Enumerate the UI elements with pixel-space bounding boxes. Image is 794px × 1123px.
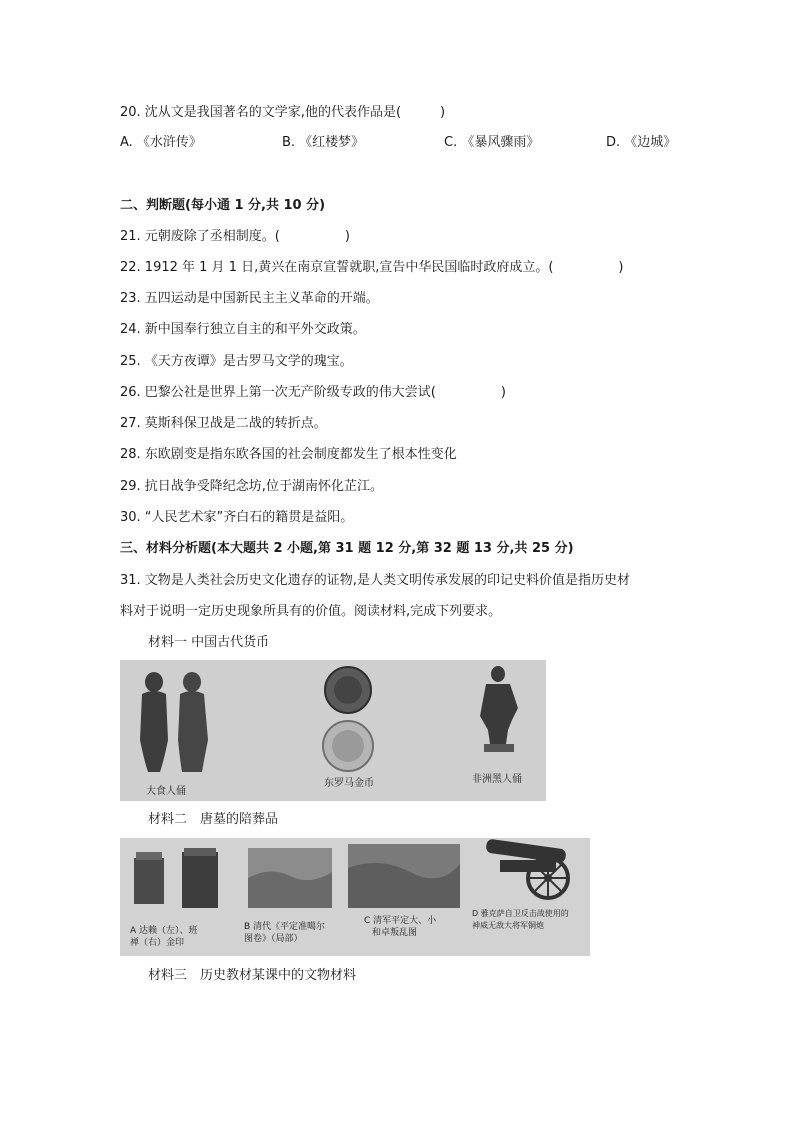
label-d-line-2: 神威无敌大将军铜炮 — [472, 921, 544, 930]
label-a-line-1: A 达赖（左）、班 — [130, 926, 198, 936]
option-b: B. 《红楼梦》 — [282, 135, 365, 150]
label-b-line-2: 图卷》（局部） — [244, 934, 303, 944]
section-2-heading: 二、判断题(每小通 1 分,共 10 分) — [120, 198, 326, 213]
option-c: C. 《暴风骤雨》 — [444, 135, 540, 150]
option-a: A. 《水浒传》 — [120, 135, 202, 150]
section-3-heading: 三、材料分析题(本大题共 2 小题,第 31 题 12 分,第 32 题 13 分,共 25 分) — [120, 541, 574, 556]
label-african-figurine: 非洲黑人俑 — [472, 774, 522, 785]
question-21: 21. 元朝废除了丞相制度。( ) — [120, 229, 350, 244]
material-1-caption: 材料一 中国古代货币 — [148, 635, 270, 650]
label-a-line-2: 禅（右）金印 — [130, 938, 185, 948]
question-30: 30. “人民艺术家”齐白石的籍贯是益阳。 — [120, 510, 354, 525]
label-b-line-1: B 清代《平定准噶尔 — [244, 922, 326, 932]
question-27: 27. 莫斯科保卫战是二战的转折点。 — [120, 416, 327, 431]
option-d: D. 《边城》 — [606, 135, 677, 150]
material-3-caption: 材料三 历史教材某课中的文物材料 — [148, 968, 357, 983]
question-29: 29. 抗日战争受降纪念坊,位于湖南怀化芷江。 — [120, 479, 383, 494]
material-2-caption: 材料二 唐墓的陪葬品 — [148, 812, 279, 827]
question-20-stem: 20. 沈从文是我国著名的文学家,他的代表作品是( ) — [120, 105, 446, 120]
label-byzantine-coin: 东罗马金币 — [324, 778, 374, 789]
label-dashi-figurine: 大食人俑 — [146, 786, 186, 797]
label-c-line-2: 和卓叛乱图 — [372, 928, 418, 938]
seal-left — [134, 858, 164, 904]
label-d-line-1: D 雅克萨自卫反击战使用的 — [472, 909, 569, 918]
question-24: 24. 新中国奉行独立自主的和平外交政策。 — [120, 322, 366, 337]
material-1-photo — [120, 660, 546, 801]
question-28: 28. 东欧剧变是指东欧各国的社会制度都发生了根本性变化 — [120, 447, 457, 462]
material-2-artifacts — [120, 838, 590, 956]
material-2-photo — [120, 838, 590, 956]
label-c-line-1: C 清军平定大、小 — [364, 916, 437, 926]
question-23: 23. 五四运动是中国新民主主义革命的开端。 — [120, 291, 379, 306]
question-22: 22. 1912 年 1 月 1 日,黄兴在南京宣誓就职,宣告中华民国临时政府成立。( ) — [120, 260, 624, 275]
question-25: 25. 《天方夜谭》是古罗马文学的瑰宝。 — [120, 354, 353, 369]
question-31-line-1: 31. 文物是人类社会历史文化遗存的证物,是人类文明传承发展的印记史料价值是指历史材 — [120, 573, 630, 588]
question-31-line-2: 料对于说明一定历史现象所具有的价值。阅读材料,完成下列要求。 — [120, 604, 502, 619]
question-26: 26. 巴黎公社是世界上第一次无产阶级专政的伟大尝试( ) — [120, 385, 506, 400]
seal-right — [182, 852, 218, 908]
